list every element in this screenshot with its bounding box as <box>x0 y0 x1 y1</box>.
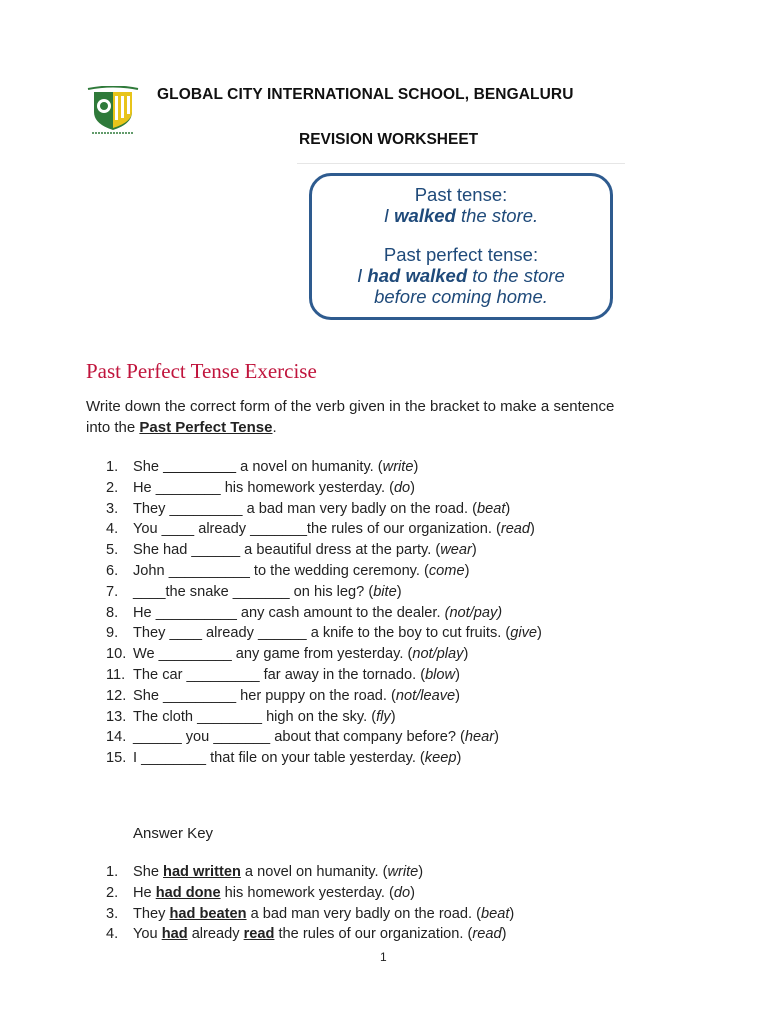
question-number: 1. <box>106 459 119 475</box>
answer-text: He <box>133 884 156 901</box>
answer-blank[interactable]: _________ <box>163 459 237 475</box>
past-example-post: the store. <box>455 205 539 226</box>
school-crest-icon <box>84 86 142 136</box>
question-number: 12. <box>106 687 127 704</box>
question-text: John __________ to the wedding ceremony. ( <box>133 562 429 579</box>
question-text: She _________ her puppy on the road. ( <box>133 687 396 704</box>
verb-hint: hear <box>464 729 495 746</box>
answer-text: the rules of our organization. ( <box>274 926 473 943</box>
verb-hint: do <box>393 479 411 496</box>
verb-hint: give <box>510 625 538 642</box>
question-item: 1. She _________ a novel on humanity. (write) <box>86 457 542 478</box>
question-item: 5. She had ______ a beautiful dress at the party. (wear) <box>86 540 542 561</box>
question-text: The car _________ far away in the tornado. ( <box>133 666 426 683</box>
question-number: 9. <box>106 625 119 642</box>
answer-verb: read <box>243 926 275 943</box>
question-item: 6. John __________ to the wedding ceremony. (come) <box>86 561 542 582</box>
question-item: 9. They ____ already ______ a knife to the boy to cut fruits. (give) <box>86 623 542 644</box>
question-number: 13. <box>106 708 127 725</box>
perfect-example-post: to the store <box>467 265 565 286</box>
question-text: ____the snake _______ on his leg? ( <box>133 583 374 600</box>
answer-text: his homework yesterday. ( <box>220 884 394 901</box>
worksheet-title: REVISION WORKSHEET <box>299 131 479 148</box>
answer-text: a novel on humanity. ( <box>240 864 388 880</box>
instructions-line-2 <box>86 417 726 438</box>
verb-hint: wear <box>440 542 472 559</box>
past-tense-label: Past tense: <box>414 184 508 205</box>
verb-hint: (not/pay) <box>444 604 503 621</box>
question-item: 13. The cloth ________ high on the sky. (fly) <box>86 707 542 728</box>
question-text: They _________ a bad man very badly on the road. ( <box>133 500 477 517</box>
answer-key-label: Answer Key <box>133 825 214 842</box>
answer-text: ) <box>509 905 515 922</box>
instructions-line-1: Write down the correct form of the verb given in the bracket to make a sentence <box>86 398 615 415</box>
past-perfect-label: Past perfect tense: <box>383 244 539 265</box>
question-number: 6. <box>106 562 119 579</box>
instructions-emphasis: Past Perfect Tense <box>139 419 273 436</box>
question-number: 11. <box>106 666 126 683</box>
question-text: He ________ his homework yesterday. ( <box>133 479 394 496</box>
question-number: 8. <box>106 604 119 621</box>
question-item <box>86 603 542 624</box>
instructions <box>86 396 726 438</box>
tense-example-box <box>309 173 613 320</box>
question-text: ______ you _______ about that company before? ( <box>133 729 465 746</box>
question-number: 7. <box>106 583 119 600</box>
page-number: 1 <box>380 950 387 964</box>
answer-verb: had written <box>163 864 241 880</box>
answer-text: a bad man very badly on the road. ( <box>246 905 481 922</box>
verb-hint: read <box>500 521 531 538</box>
past-perfect-example-cont: before coming home. <box>374 286 548 307</box>
question-item: 15. I ________ that file on your table yesterday. (keep) <box>86 748 542 769</box>
answer-verb: had done <box>155 884 221 901</box>
divider <box>297 163 625 164</box>
past-perfect-example <box>312 265 610 286</box>
question-item: 10. We _________ any game from yesterday. (not/play) <box>86 644 542 665</box>
verb-hint: keep <box>424 750 457 767</box>
perfect-example-verb: had walked <box>367 265 468 286</box>
question-number: 10. <box>106 646 127 663</box>
verb-hint: bite <box>373 583 397 600</box>
answer-verb: had <box>161 926 188 943</box>
school-logo <box>84 86 142 136</box>
verb-hint: not/play <box>412 646 464 663</box>
past-tense-example <box>312 205 610 226</box>
question-number: 5. <box>106 542 119 559</box>
question-number: 3. <box>106 500 119 517</box>
question-list <box>86 457 542 769</box>
verb-hint: blow <box>425 666 456 683</box>
verb-hint: write <box>387 864 419 880</box>
question-number: 4. <box>106 521 119 538</box>
question-text: She had ______ a beautiful dress at the party. ( <box>133 542 441 559</box>
question-item: 14. ______ you _______ about that company before? (hear) <box>86 727 542 748</box>
answer-text: You <box>133 926 162 943</box>
question-item: 11. The car _________ far away in the tornado. (blow) <box>86 665 542 686</box>
question-item: 2. He ________ his homework yesterday. (do) <box>86 478 542 499</box>
question-text: The cloth ________ high on the sky. ( <box>133 708 377 725</box>
answer-number: 2. <box>106 884 119 901</box>
answer-text: ) <box>501 926 507 943</box>
past-example-pre: I <box>383 205 395 226</box>
answer-text: She <box>133 864 164 880</box>
question-item: 4. You ____ already _______the rules of our organization. (read) <box>86 519 542 540</box>
question-number: 15. <box>106 750 127 767</box>
question-text: We _________ any game from yesterday. ( <box>133 646 413 663</box>
question-number: 2. <box>106 479 119 496</box>
verb-hint: write <box>382 459 414 475</box>
question-item: 3. They _________ a bad man very badly on the road. (beat) <box>86 499 542 520</box>
answer-verb: had beaten <box>169 905 247 922</box>
verb-hint: not/leave <box>395 687 456 704</box>
exercise-heading: Past Perfect Tense Exercise <box>86 359 317 383</box>
answer-number: 1. <box>106 864 119 880</box>
instructions-pre: into the <box>86 419 140 436</box>
school-name: GLOBAL CITY INTERNATIONAL SCHOOL, BENGALURU <box>157 86 574 103</box>
verb-hint: come <box>428 562 465 579</box>
question-item: 12. She _________ her puppy on the road. (not/leave) <box>86 686 542 707</box>
question-text: You ____ already _______the rules of our organization. ( <box>133 521 501 538</box>
answer-item <box>86 904 514 925</box>
answer-text: ) <box>418 864 424 880</box>
question-item: 7. ____the snake _______ on his leg? (bite) <box>86 582 542 603</box>
answer-number: 4. <box>106 926 119 943</box>
verb-hint: beat <box>481 905 510 922</box>
instructions-post: . <box>272 419 277 436</box>
question-text: I ________ that file on your table yesterday. ( <box>133 750 425 767</box>
answer-list <box>86 862 514 945</box>
answer-text: already <box>187 926 244 943</box>
answer-number: 3. <box>106 905 119 922</box>
verb-hint: do <box>393 884 411 901</box>
past-example-verb: walked <box>394 205 456 226</box>
answer-item <box>86 924 514 945</box>
perfect-example-pre: I <box>357 265 368 286</box>
question-number: 14. <box>106 729 127 746</box>
answer-item <box>86 883 514 904</box>
verb-hint: fly <box>376 708 391 725</box>
answer-item <box>86 862 514 883</box>
answer-text: ) <box>410 884 415 901</box>
verb-hint: beat <box>477 500 506 517</box>
verb-hint: read <box>472 926 502 943</box>
answer-text: They <box>133 905 170 922</box>
question-text: They ____ already ______ a knife to the boy to cut fruits. ( <box>133 625 511 642</box>
question-text: He __________ any cash amount to the dealer. <box>133 604 445 621</box>
